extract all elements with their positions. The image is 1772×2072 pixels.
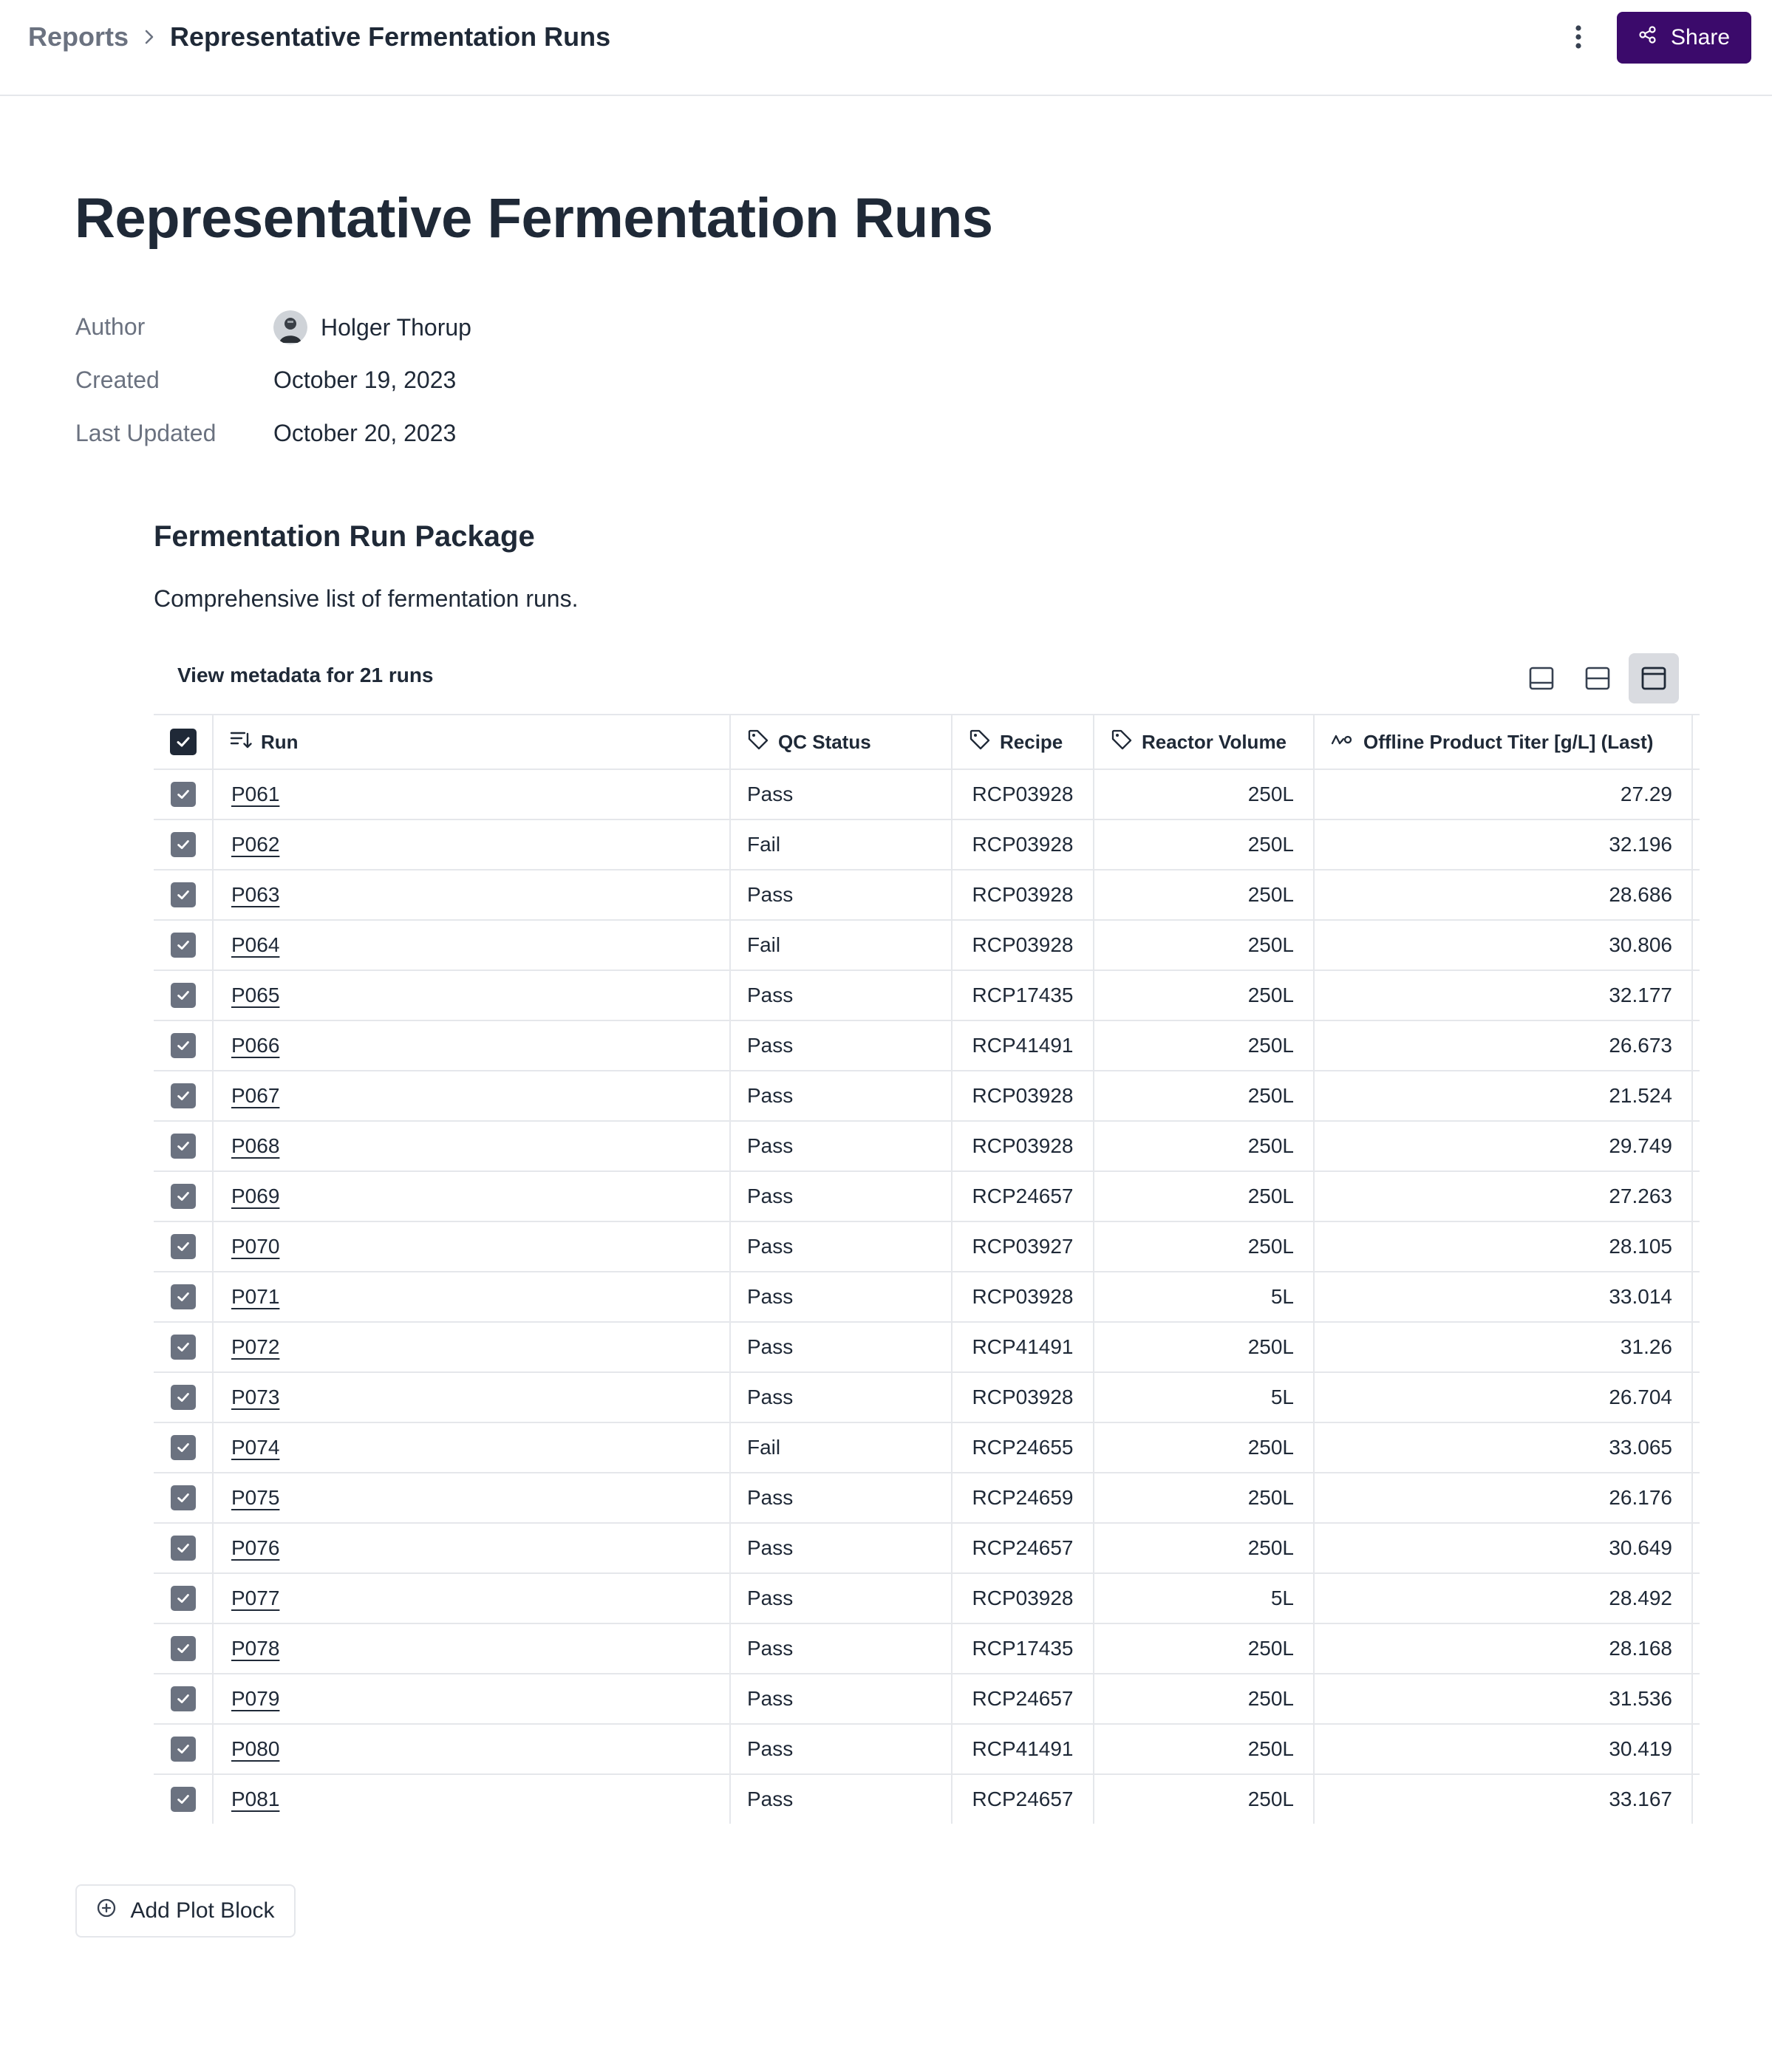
column-label-qc-status: QC Status <box>778 730 871 753</box>
titer-cell: 32.177 <box>1314 970 1692 1020</box>
table-row <box>154 1473 1700 1523</box>
tag-icon <box>1111 729 1133 756</box>
run-link[interactable]: P071 <box>231 1285 280 1308</box>
reactor-volume-cell: 250L <box>1094 1774 1314 1824</box>
qc-status-cell: Fail <box>730 819 952 870</box>
run-cell <box>213 1020 730 1071</box>
table-row <box>154 1171 1700 1221</box>
table-header-row <box>154 715 1700 769</box>
recipe-cell: RCP03928 <box>952 870 1094 920</box>
row-spacer <box>1692 1221 1700 1272</box>
row-select-cell <box>154 1623 213 1674</box>
titer-cell: 30.649 <box>1314 1523 1692 1573</box>
recipe-cell: RCP03928 <box>952 920 1094 970</box>
reactor-volume-cell: 250L <box>1094 1020 1314 1071</box>
recipe-cell: RCP03928 <box>952 1573 1094 1623</box>
last-updated-value: October 20, 2023 <box>273 420 457 446</box>
run-cell <box>213 870 730 920</box>
row-checkbox[interactable] <box>171 1234 196 1259</box>
row-select-cell <box>154 1272 213 1322</box>
run-link[interactable]: P081 <box>231 1788 280 1810</box>
qc-status-cell: Pass <box>730 1121 952 1171</box>
titer-cell: 21.524 <box>1314 1071 1692 1121</box>
row-select-cell <box>154 970 213 1020</box>
reactor-volume-cell: 250L <box>1094 920 1314 970</box>
row-checkbox[interactable] <box>171 1335 196 1360</box>
recipe-cell: RCP24657 <box>952 1523 1094 1573</box>
tag-icon <box>969 729 991 756</box>
row-spacer <box>1692 1171 1700 1221</box>
titer-cell: 32.196 <box>1314 819 1692 870</box>
run-link[interactable]: P066 <box>231 1034 280 1057</box>
run-link[interactable]: P072 <box>231 1335 280 1358</box>
row-spacer <box>1692 819 1700 870</box>
reactor-volume-cell: 5L <box>1094 1573 1314 1623</box>
row-checkbox[interactable] <box>171 1737 196 1762</box>
run-link[interactable]: P061 <box>231 783 280 805</box>
reactor-volume-cell: 5L <box>1094 1272 1314 1322</box>
titer-cell: 33.014 <box>1314 1272 1692 1322</box>
recipe-cell: RCP03928 <box>952 819 1094 870</box>
run-cell <box>213 1523 730 1573</box>
run-link[interactable]: P074 <box>231 1436 280 1459</box>
created-value: October 19, 2023 <box>273 367 457 393</box>
table-row <box>154 1623 1700 1674</box>
chevron-right-icon <box>129 29 170 45</box>
titer-cell: 26.673 <box>1314 1020 1692 1071</box>
breadcrumb-current: Representative Fermentation Runs <box>170 21 611 52</box>
run-link[interactable]: P080 <box>231 1737 280 1760</box>
titer-cell: 31.536 <box>1314 1674 1692 1724</box>
author-label: Author <box>75 313 146 340</box>
reactor-volume-cell: 250L <box>1094 1523 1314 1573</box>
row-select-cell <box>154 769 213 819</box>
table-row <box>154 1071 1700 1121</box>
row-checkbox[interactable] <box>171 1536 196 1561</box>
column-header-run[interactable] <box>213 715 730 769</box>
layout-top-panel-icon[interactable] <box>1629 653 1679 703</box>
run-cell <box>213 1422 730 1473</box>
author-value <box>273 310 471 344</box>
row-select-cell <box>154 1774 213 1824</box>
qc-status-cell: Pass <box>730 1473 952 1523</box>
run-cell <box>213 769 730 819</box>
row-spacer <box>1692 1322 1700 1372</box>
row-spacer <box>1692 920 1700 970</box>
column-header-recipe[interactable] <box>952 715 1094 769</box>
table-row <box>154 1272 1700 1322</box>
row-select-cell <box>154 1422 213 1473</box>
qc-status-cell: Pass <box>730 970 952 1020</box>
table-row <box>154 1573 1700 1623</box>
row-checkbox[interactable] <box>171 1033 196 1058</box>
run-link[interactable]: P078 <box>231 1637 280 1660</box>
row-spacer <box>1692 1473 1700 1523</box>
run-cell <box>213 1121 730 1171</box>
reactor-volume-cell: 250L <box>1094 1473 1314 1523</box>
reactor-volume-cell: 250L <box>1094 1623 1314 1674</box>
row-spacer <box>1692 1523 1700 1573</box>
qc-status-cell: Pass <box>730 1171 952 1221</box>
recipe-cell: RCP17435 <box>952 1623 1094 1674</box>
table-row <box>154 1774 1700 1824</box>
reactor-volume-cell: 250L <box>1094 1171 1314 1221</box>
run-link[interactable]: P075 <box>231 1486 280 1509</box>
table-row <box>154 1221 1700 1272</box>
table-row <box>154 769 1700 819</box>
qc-status-cell: Pass <box>730 1322 952 1372</box>
table-row <box>154 870 1700 920</box>
row-spacer <box>1692 1674 1700 1724</box>
run-cell <box>213 920 730 970</box>
run-cell <box>213 1322 730 1372</box>
run-cell <box>213 1724 730 1774</box>
reactor-volume-cell: 250L <box>1094 1071 1314 1121</box>
recipe-cell: RCP41491 <box>952 1020 1094 1071</box>
last-updated-label: Last Updated <box>75 420 217 446</box>
layout-bottom-panel-icon[interactable] <box>1516 653 1567 703</box>
row-select-cell <box>154 1221 213 1272</box>
run-link[interactable]: P070 <box>231 1235 280 1258</box>
row-select-cell <box>154 920 213 970</box>
table-row <box>154 819 1700 870</box>
row-spacer <box>1692 1272 1700 1322</box>
qc-status-cell: Pass <box>730 769 952 819</box>
row-select-cell <box>154 1674 213 1724</box>
row-spacer <box>1692 1121 1700 1171</box>
row-checkbox[interactable] <box>171 1636 196 1661</box>
recipe-cell: RCP24657 <box>952 1674 1094 1724</box>
row-select-cell <box>154 1071 213 1121</box>
run-link[interactable]: P069 <box>231 1185 280 1207</box>
runs-table <box>154 714 1700 1824</box>
breadcrumb-reports-link[interactable]: Reports <box>28 21 129 52</box>
run-link[interactable]: P079 <box>231 1687 280 1710</box>
row-select-cell <box>154 1523 213 1573</box>
titer-cell: 27.29 <box>1314 769 1692 819</box>
qc-status-cell: Pass <box>730 1272 952 1322</box>
row-checkbox[interactable] <box>171 782 196 807</box>
titer-cell: 30.419 <box>1314 1724 1692 1774</box>
table-row <box>154 1322 1700 1372</box>
run-link[interactable]: P068 <box>231 1134 280 1157</box>
reactor-volume-cell: 250L <box>1094 1674 1314 1724</box>
table-row <box>154 970 1700 1020</box>
run-cell <box>213 1473 730 1523</box>
qc-status-cell: Pass <box>730 1523 952 1573</box>
add-plot-block-label: Add Plot Block <box>130 1898 275 1923</box>
titer-cell: 29.749 <box>1314 1121 1692 1171</box>
run-link[interactable]: P065 <box>231 984 280 1006</box>
breadcrumb <box>28 16 610 58</box>
table-row <box>154 1020 1700 1071</box>
qc-status-cell: Pass <box>730 1372 952 1422</box>
row-select-cell <box>154 1322 213 1372</box>
column-label-run: Run <box>261 730 299 753</box>
reactor-volume-cell: 250L <box>1094 1121 1314 1171</box>
layout-split-icon[interactable] <box>1572 653 1623 703</box>
row-checkbox[interactable] <box>171 1284 196 1309</box>
reactor-volume-cell: 250L <box>1094 1724 1314 1774</box>
qc-status-cell: Fail <box>730 920 952 970</box>
view-metadata-label: View metadata for 21 runs <box>177 664 434 686</box>
run-cell <box>213 1071 730 1121</box>
qc-status-cell: Fail <box>730 1422 952 1473</box>
recipe-cell: RCP03928 <box>952 1071 1094 1121</box>
table-row <box>154 1523 1700 1573</box>
row-checkbox[interactable] <box>171 1485 196 1510</box>
row-checkbox[interactable] <box>171 1686 196 1711</box>
row-checkbox[interactable] <box>171 1385 196 1410</box>
block-description: Comprehensive list of fermentation runs. <box>154 585 579 612</box>
row-spacer <box>1692 1623 1700 1674</box>
row-checkbox[interactable] <box>171 882 196 907</box>
row-select-cell <box>154 1573 213 1623</box>
table-row <box>154 1372 1700 1422</box>
row-checkbox[interactable] <box>171 1083 196 1108</box>
row-select-cell <box>154 870 213 920</box>
row-checkbox[interactable] <box>171 1787 196 1812</box>
reactor-volume-cell: 250L <box>1094 1221 1314 1272</box>
titer-cell: 27.263 <box>1314 1171 1692 1221</box>
recipe-cell: RCP03928 <box>952 1272 1094 1322</box>
row-select-cell <box>154 1171 213 1221</box>
signal-icon <box>1331 730 1354 754</box>
row-spacer <box>1692 1422 1700 1473</box>
titer-cell: 28.686 <box>1314 870 1692 920</box>
select-all-cell <box>154 715 213 769</box>
qc-status-cell: Pass <box>730 1071 952 1121</box>
row-spacer <box>1692 1573 1700 1623</box>
select-all-checkbox[interactable] <box>170 729 197 755</box>
recipe-cell: RCP03928 <box>952 769 1094 819</box>
titer-cell: 33.167 <box>1314 1774 1692 1824</box>
row-checkbox[interactable] <box>171 933 196 958</box>
recipe-cell: RCP03928 <box>952 1121 1094 1171</box>
run-link[interactable]: P063 <box>231 883 280 906</box>
row-select-cell <box>154 819 213 870</box>
run-cell <box>213 819 730 870</box>
tag-icon <box>747 729 769 756</box>
titer-cell: 30.806 <box>1314 920 1692 970</box>
page-title: Representative Fermentation Runs <box>75 187 993 250</box>
column-header-qc-status[interactable] <box>730 715 952 769</box>
run-cell <box>213 1623 730 1674</box>
qc-status-cell: Pass <box>730 1020 952 1071</box>
run-link[interactable]: P076 <box>231 1536 280 1559</box>
qc-status-cell: Pass <box>730 1774 952 1824</box>
qc-status-cell: Pass <box>730 1623 952 1674</box>
run-cell <box>213 1272 730 1322</box>
avatar <box>273 310 307 344</box>
row-spacer <box>1692 970 1700 1020</box>
run-cell <box>213 1674 730 1724</box>
reactor-volume-cell: 250L <box>1094 1322 1314 1372</box>
reactor-volume-cell: 250L <box>1094 970 1314 1020</box>
row-checkbox[interactable] <box>171 1586 196 1611</box>
row-checkbox[interactable] <box>171 1134 196 1159</box>
more-vertical-icon[interactable] <box>1562 21 1595 53</box>
row-checkbox[interactable] <box>171 983 196 1008</box>
row-select-cell <box>154 1121 213 1171</box>
titer-cell: 33.065 <box>1314 1422 1692 1473</box>
row-spacer <box>1692 1020 1700 1071</box>
titer-cell: 28.492 <box>1314 1573 1692 1623</box>
recipe-cell: RCP24659 <box>952 1473 1094 1523</box>
run-link[interactable]: P077 <box>231 1587 280 1609</box>
table-header-spacer <box>1692 715 1700 769</box>
titer-cell: 28.168 <box>1314 1623 1692 1674</box>
recipe-cell: RCP17435 <box>952 970 1094 1020</box>
add-plot-block-button[interactable] <box>75 1884 296 1938</box>
titer-cell: 26.176 <box>1314 1473 1692 1523</box>
plus-circle-icon <box>96 1898 117 1924</box>
share-button-label: Share <box>1670 25 1731 50</box>
row-select-cell <box>154 1473 213 1523</box>
recipe-cell: RCP03927 <box>952 1221 1094 1272</box>
column-header-reactor-volume[interactable] <box>1094 715 1314 769</box>
row-select-cell <box>154 1020 213 1071</box>
qc-status-cell: Pass <box>730 1724 952 1774</box>
run-link[interactable]: P067 <box>231 1084 280 1107</box>
reactor-volume-cell: 250L <box>1094 769 1314 819</box>
column-label-titer: Offline Product Titer [g/L] (Last) <box>1363 730 1654 753</box>
reactor-volume-cell: 250L <box>1094 870 1314 920</box>
table-row <box>154 1121 1700 1171</box>
qc-status-cell: Pass <box>730 1674 952 1724</box>
row-checkbox[interactable] <box>171 1184 196 1209</box>
run-link[interactable]: P073 <box>231 1386 280 1408</box>
top-bar <box>0 0 1772 96</box>
run-cell <box>213 970 730 1020</box>
recipe-cell: RCP41491 <box>952 1322 1094 1372</box>
run-cell <box>213 1221 730 1272</box>
run-cell <box>213 1171 730 1221</box>
qc-status-cell: Pass <box>730 1573 952 1623</box>
reactor-volume-cell: 250L <box>1094 819 1314 870</box>
qc-status-cell: Pass <box>730 870 952 920</box>
row-spacer <box>1692 870 1700 920</box>
table-row <box>154 920 1700 970</box>
row-spacer <box>1692 1774 1700 1824</box>
recipe-cell: RCP24655 <box>952 1422 1094 1473</box>
reactor-volume-cell: 5L <box>1094 1372 1314 1422</box>
recipe-cell: RCP24657 <box>952 1171 1094 1221</box>
column-header-titer[interactable] <box>1314 715 1692 769</box>
row-spacer <box>1692 769 1700 819</box>
table-row <box>154 1724 1700 1774</box>
share-icon <box>1638 25 1657 50</box>
row-checkbox[interactable] <box>171 832 196 857</box>
qc-status-cell: Pass <box>730 1221 952 1272</box>
created-label: Created <box>75 367 160 393</box>
run-cell <box>213 1372 730 1422</box>
recipe-cell: RCP24657 <box>952 1774 1094 1824</box>
run-cell <box>213 1573 730 1623</box>
row-spacer <box>1692 1071 1700 1121</box>
titer-cell: 31.26 <box>1314 1322 1692 1372</box>
row-select-cell <box>154 1372 213 1422</box>
sort-descending-icon <box>230 729 252 755</box>
run-link[interactable]: P064 <box>231 933 280 956</box>
column-label-reactor-volume: Reactor Volume <box>1142 730 1287 753</box>
reactor-volume-cell: 250L <box>1094 1422 1314 1473</box>
titer-cell: 28.105 <box>1314 1221 1692 1272</box>
row-spacer <box>1692 1724 1700 1774</box>
row-checkbox[interactable] <box>171 1435 196 1460</box>
author-name: Holger Thorup <box>321 313 471 341</box>
run-link[interactable]: P062 <box>231 833 280 856</box>
table-row <box>154 1674 1700 1724</box>
row-select-cell <box>154 1724 213 1774</box>
share-button[interactable] <box>1617 12 1751 64</box>
recipe-cell: RCP41491 <box>952 1724 1094 1774</box>
recipe-cell: RCP03928 <box>952 1372 1094 1422</box>
column-label-recipe: Recipe <box>1000 730 1063 753</box>
table-row <box>154 1422 1700 1473</box>
run-cell <box>213 1774 730 1824</box>
row-spacer <box>1692 1372 1700 1422</box>
titer-cell: 26.704 <box>1314 1372 1692 1422</box>
block-title: Fermentation Run Package <box>154 520 535 553</box>
